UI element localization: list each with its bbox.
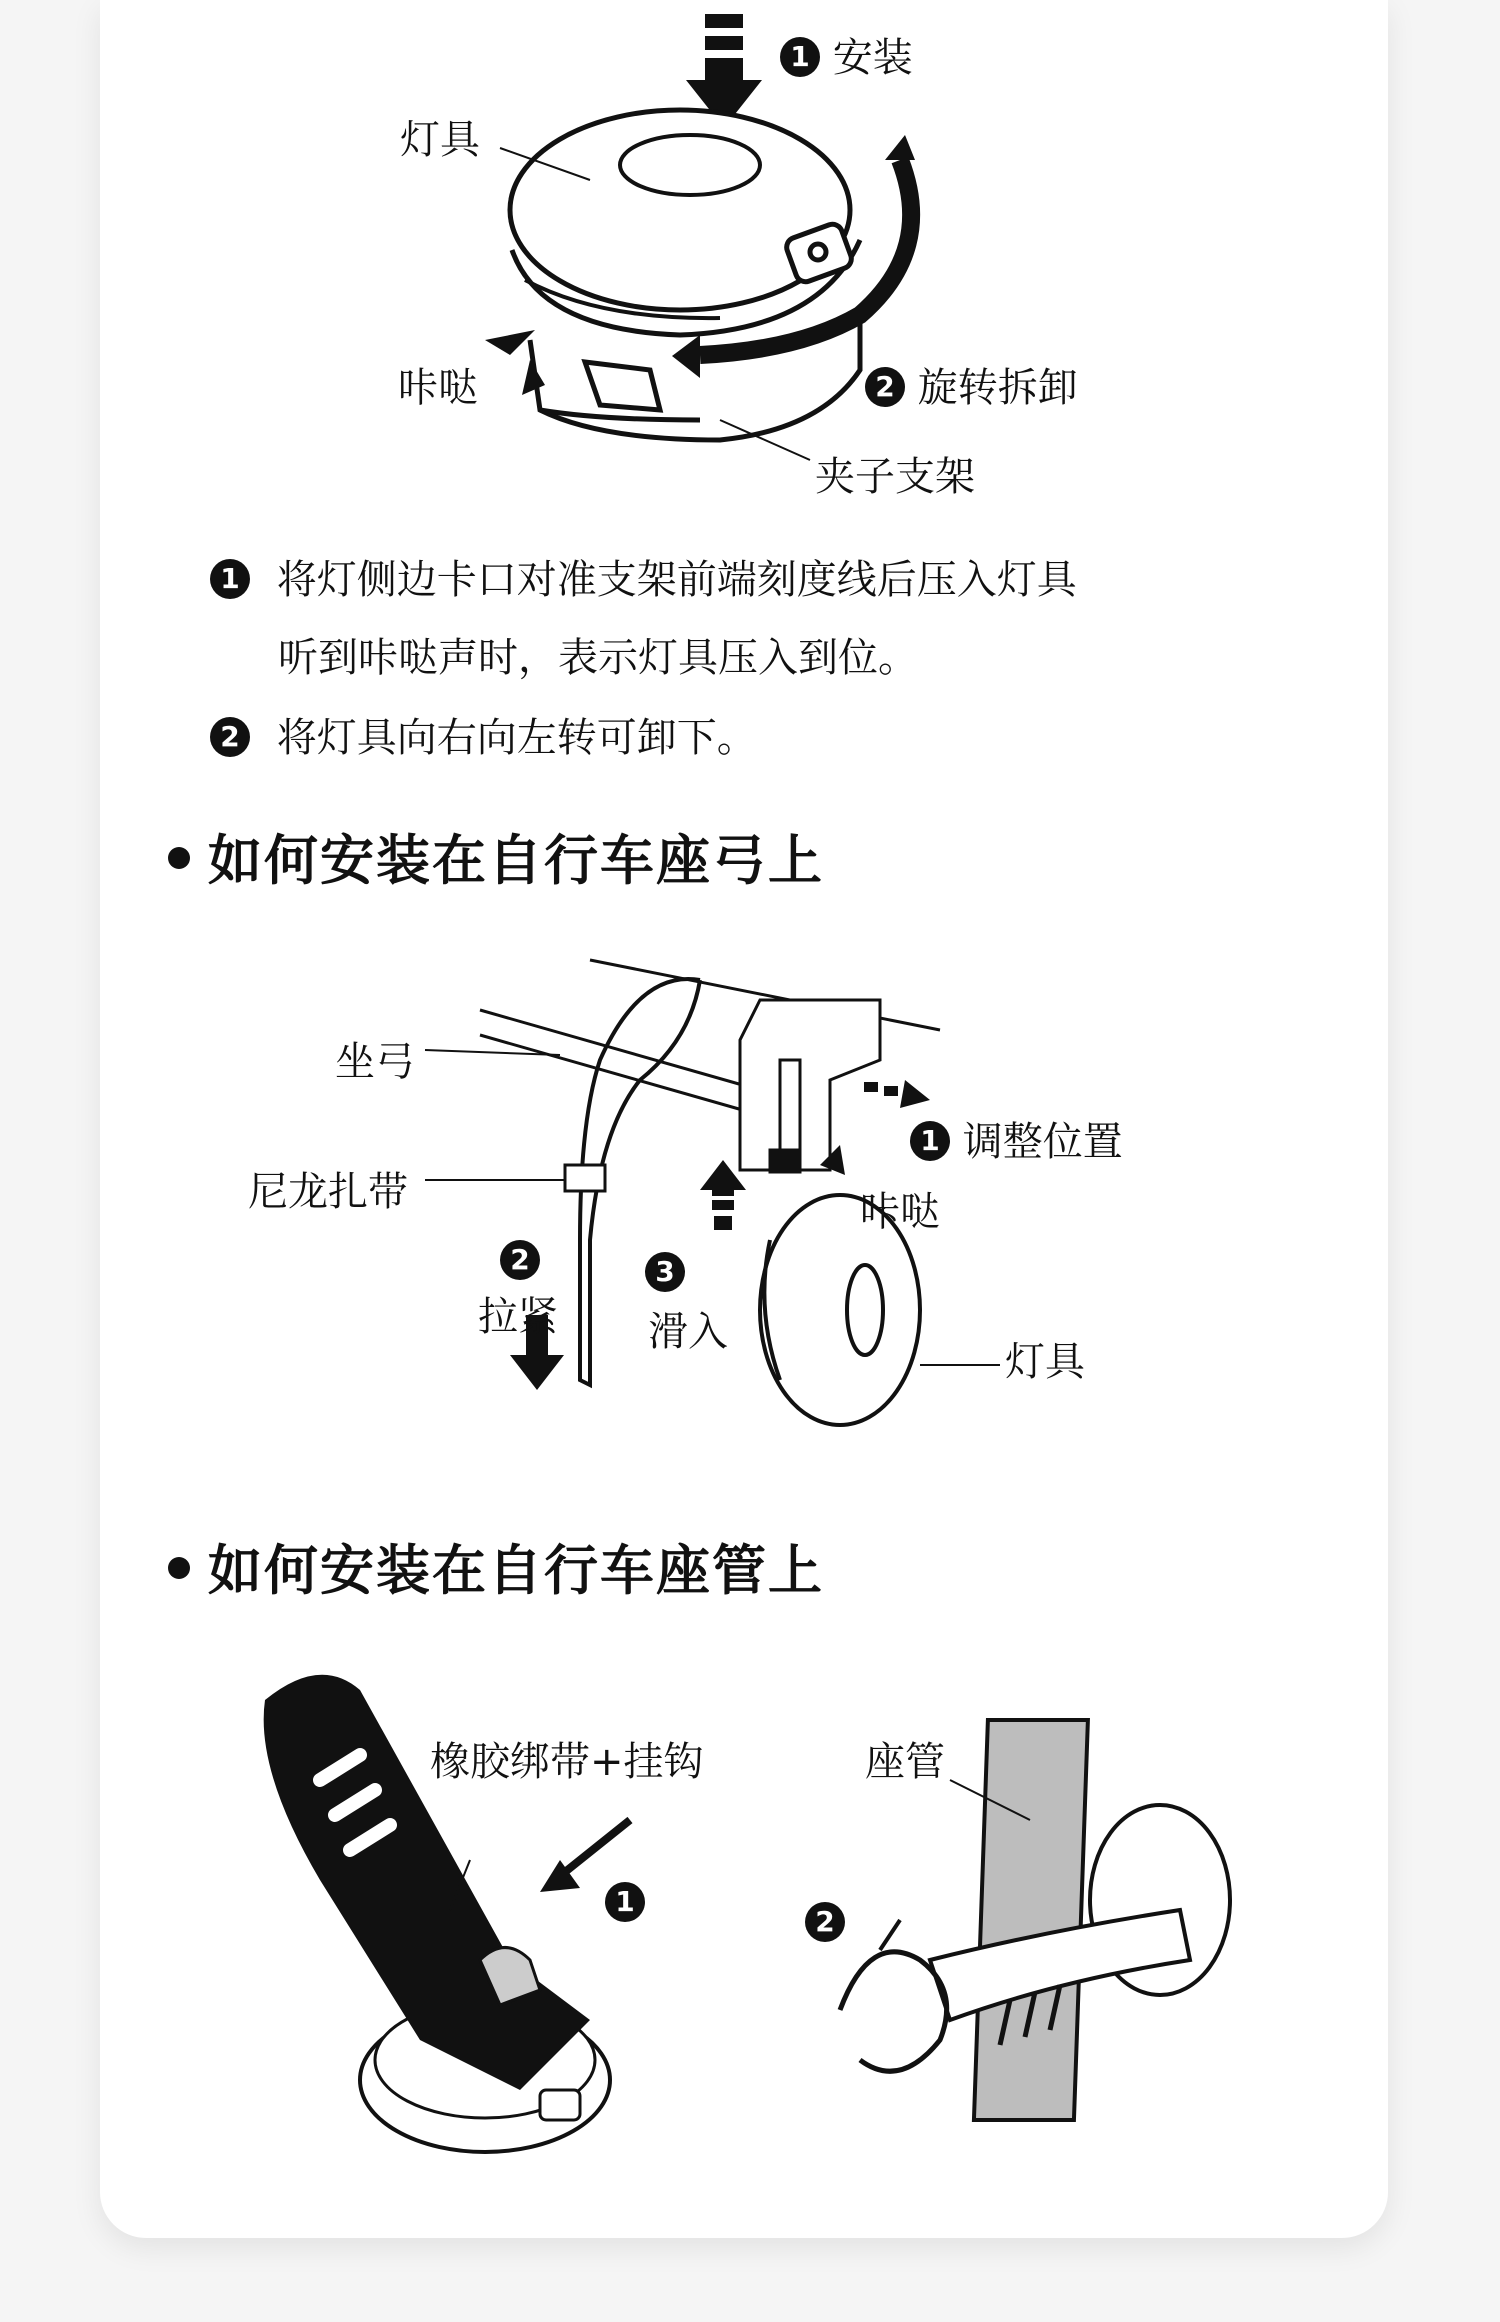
- instruction-1-number: 1: [210, 559, 250, 599]
- saddle-step1-number: 1: [910, 1121, 950, 1161]
- seatpost-step1-number: 1: [605, 1880, 645, 1926]
- instruction-2-number: 2: [210, 717, 250, 757]
- tighten-step-number: 2: [500, 1238, 540, 1284]
- click-arrow-icon: [485, 330, 535, 355]
- lamp-label: 灯具: [400, 117, 480, 163]
- click-label: 咔哒: [398, 365, 478, 411]
- step2-text: 旋转拆卸: [917, 365, 1078, 411]
- step1-text: 安装: [832, 35, 913, 81]
- slide-step-number: 3: [645, 1250, 685, 1296]
- seatpost-step2-number: 2: [805, 1900, 845, 1946]
- bullet-icon: [168, 847, 190, 869]
- seatpost-label: 座管: [865, 1739, 945, 1785]
- zip-tie-label: 尼龙扎带: [248, 1169, 408, 1215]
- section-title-saddle: 如何安装在自行车座弓上: [168, 818, 824, 895]
- adjust-position-label: 1 调整位置: [910, 1110, 1123, 1167]
- step1-install-label: [780, 26, 913, 83]
- rubber-strap-hook-label: 橡胶绑带+挂钩: [430, 1739, 704, 1785]
- step2-number: 2: [865, 367, 905, 407]
- saddle-rail-label: 坐弓: [335, 1039, 415, 1085]
- saddle-lamp-label: 灯具: [1005, 1339, 1085, 1385]
- instruction-1-line1: 1 将灯侧边卡口对准支架前端刻度线后压入灯具: [210, 548, 1077, 605]
- instruction-1-line2: 听到咔哒声时，表示灯具压入到位。: [278, 635, 918, 681]
- bullet-icon: [168, 1557, 190, 1579]
- seatpost-diagram: [0, 1660, 1500, 2180]
- install-remove-diagram: [0, 0, 1500, 500]
- clip-bracket-label: 夹子支架: [815, 454, 975, 500]
- tighten-label: 拉紧: [478, 1294, 558, 1340]
- saddle-click-label: 咔哒: [860, 1189, 940, 1235]
- instruction-2: 2 将灯具向右向左转可卸下。: [210, 706, 757, 763]
- lamp-illustration: [510, 110, 860, 440]
- slide-in-label: 滑入: [648, 1309, 728, 1355]
- section-title-seatpost: 如何安装在自行车座管上: [168, 1528, 824, 1605]
- step2-rotate-label: [865, 356, 1078, 413]
- saddle-rail-diagram: [0, 940, 1500, 1480]
- step1-number: 1: [780, 37, 820, 77]
